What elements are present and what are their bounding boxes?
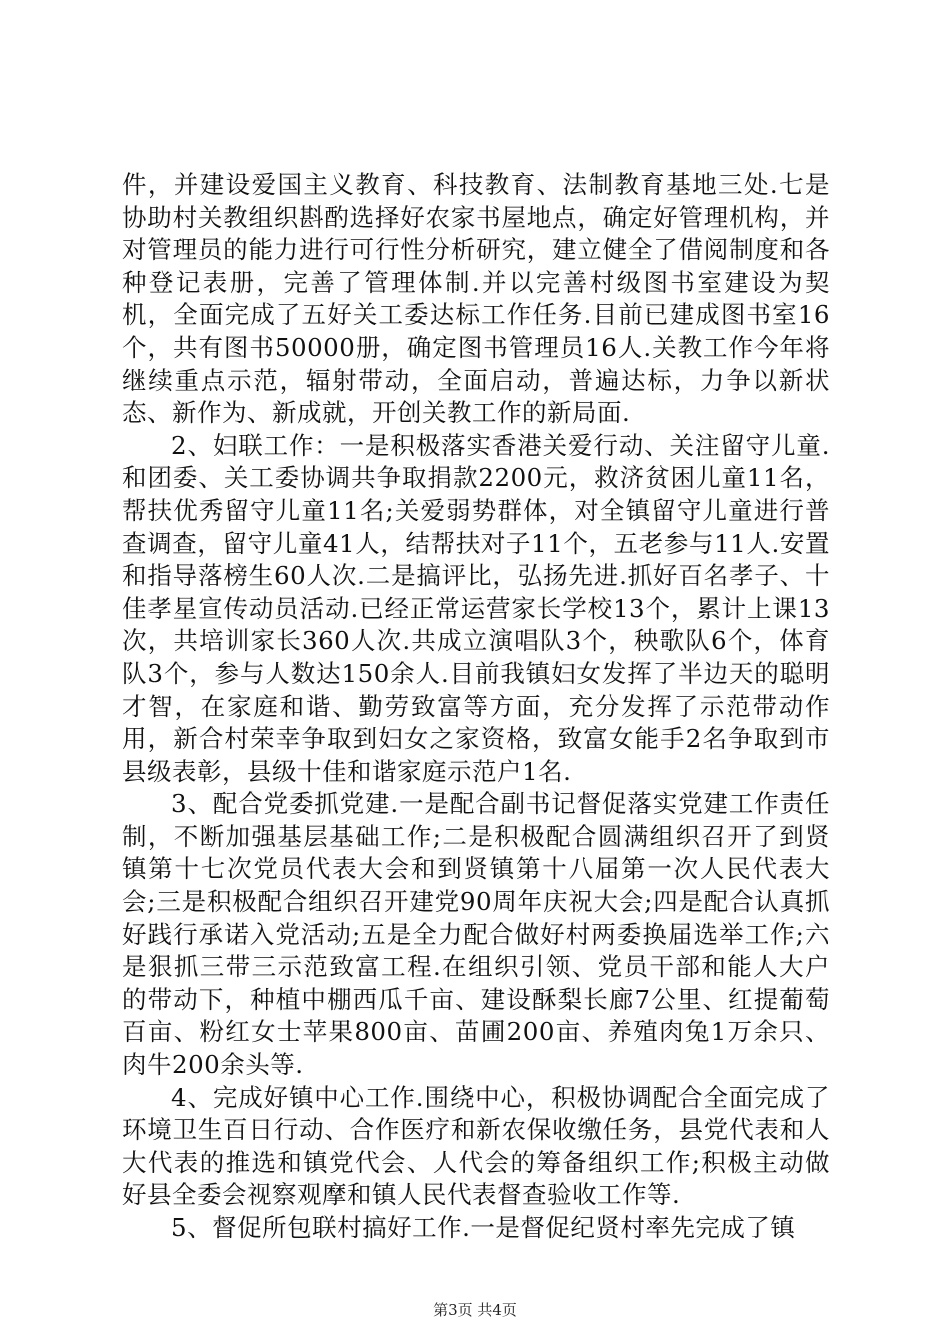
paragraph-4-town-center-work: 4、完成好镇中心工作.围绕中心，积极协调配合全面完成了环境卫生百日行动、合作医疗和新农保收缴任务，县党代表和人大代表的推选和镇党代会、人代会的筹备组织工作;积极主动做好县全委会视察观摩和镇人民代表督查验收工作等. <box>122 1082 830 1210</box>
paragraph-2-womens-federation: 2、妇联工作：一是积极落实香港关爱行动、关注留守儿童.和团委、关工委协调共争取捐款2200元，救济贫困儿童11名，帮扶优秀留守儿童11名;关爱弱势群体，对全镇留守儿童进行普查调查，留守儿童41人，结帮扶对子11个，五老参与11人.安置和指导落榜生60人次.二是搞评比，弘扬先进.抓好百名孝子、十佳孝星宣传动员活动.已经正常运营家长学校13个，累计上课13次，共培训家长360人次.共成立演唱队3个，秧歌队6个，体育队3个，参与人数达150余人.目前我镇妇女发挥了半边天的聪明才智，在家庭和谐、勤劳致富等方面，充分发挥了示范带动作用，新合村荣幸争取到妇女之家资格，致富女能手2名争取到市县级表彰，县级十佳和谐家庭示范户1名. <box>122 430 830 786</box>
page-number-footer: 第3页 共4页 <box>433 1301 517 1319</box>
paragraph-1: 件，并建设爱国主义教育、科技教育、法制教育基地三处.七是协助村关教组织斟酌选择好农家书屋地点，确定好管理机构，并对管理员的能力进行可行性分析研究，建立健全了借阅制度和各种登记表册，完善了管理体制.并以完善村级图书室建设为契机，全面完成了五好关工委达标工作任务.目前已建成图书室16个，共有图书50000册，确定图书管理员16人.关教工作今年将继续重点示范，辐射带动，全面启动，普遍达标，力争以新状态、新作为、新成就，开创关教工作的新局面. <box>122 170 830 428</box>
paragraph-5-village-work: 5、督促所包联村搞好工作.一是督促纪贤村率先完成了镇 <box>171 1213 796 1242</box>
document-body <box>122 169 830 1245</box>
paragraph-3-party-building: 3、配合党委抓党建.一是配合副书记督促落实党建工作责任制，不断加强基层基础工作;二是积极配合圆满组织召开了到贤镇第十七次党员代表大会和到贤镇第十八届第一次人民代表大会;三是积极配合组织召开建党90周年庆祝大会;四是配合认真抓好践行承诺入党活动;五是全力配合做好村两委换届选举工作;六是狠抓三带三示范致富工程.在组织引领、党员干部和能人大户的带动下，种植中棚西瓜千亩、建设酥梨长廊7公里、红提葡萄百亩、粉红女士苹果800亩、苗圃200亩、养殖肉兔1万余只、肉牛200余头等. <box>122 789 830 1080</box>
